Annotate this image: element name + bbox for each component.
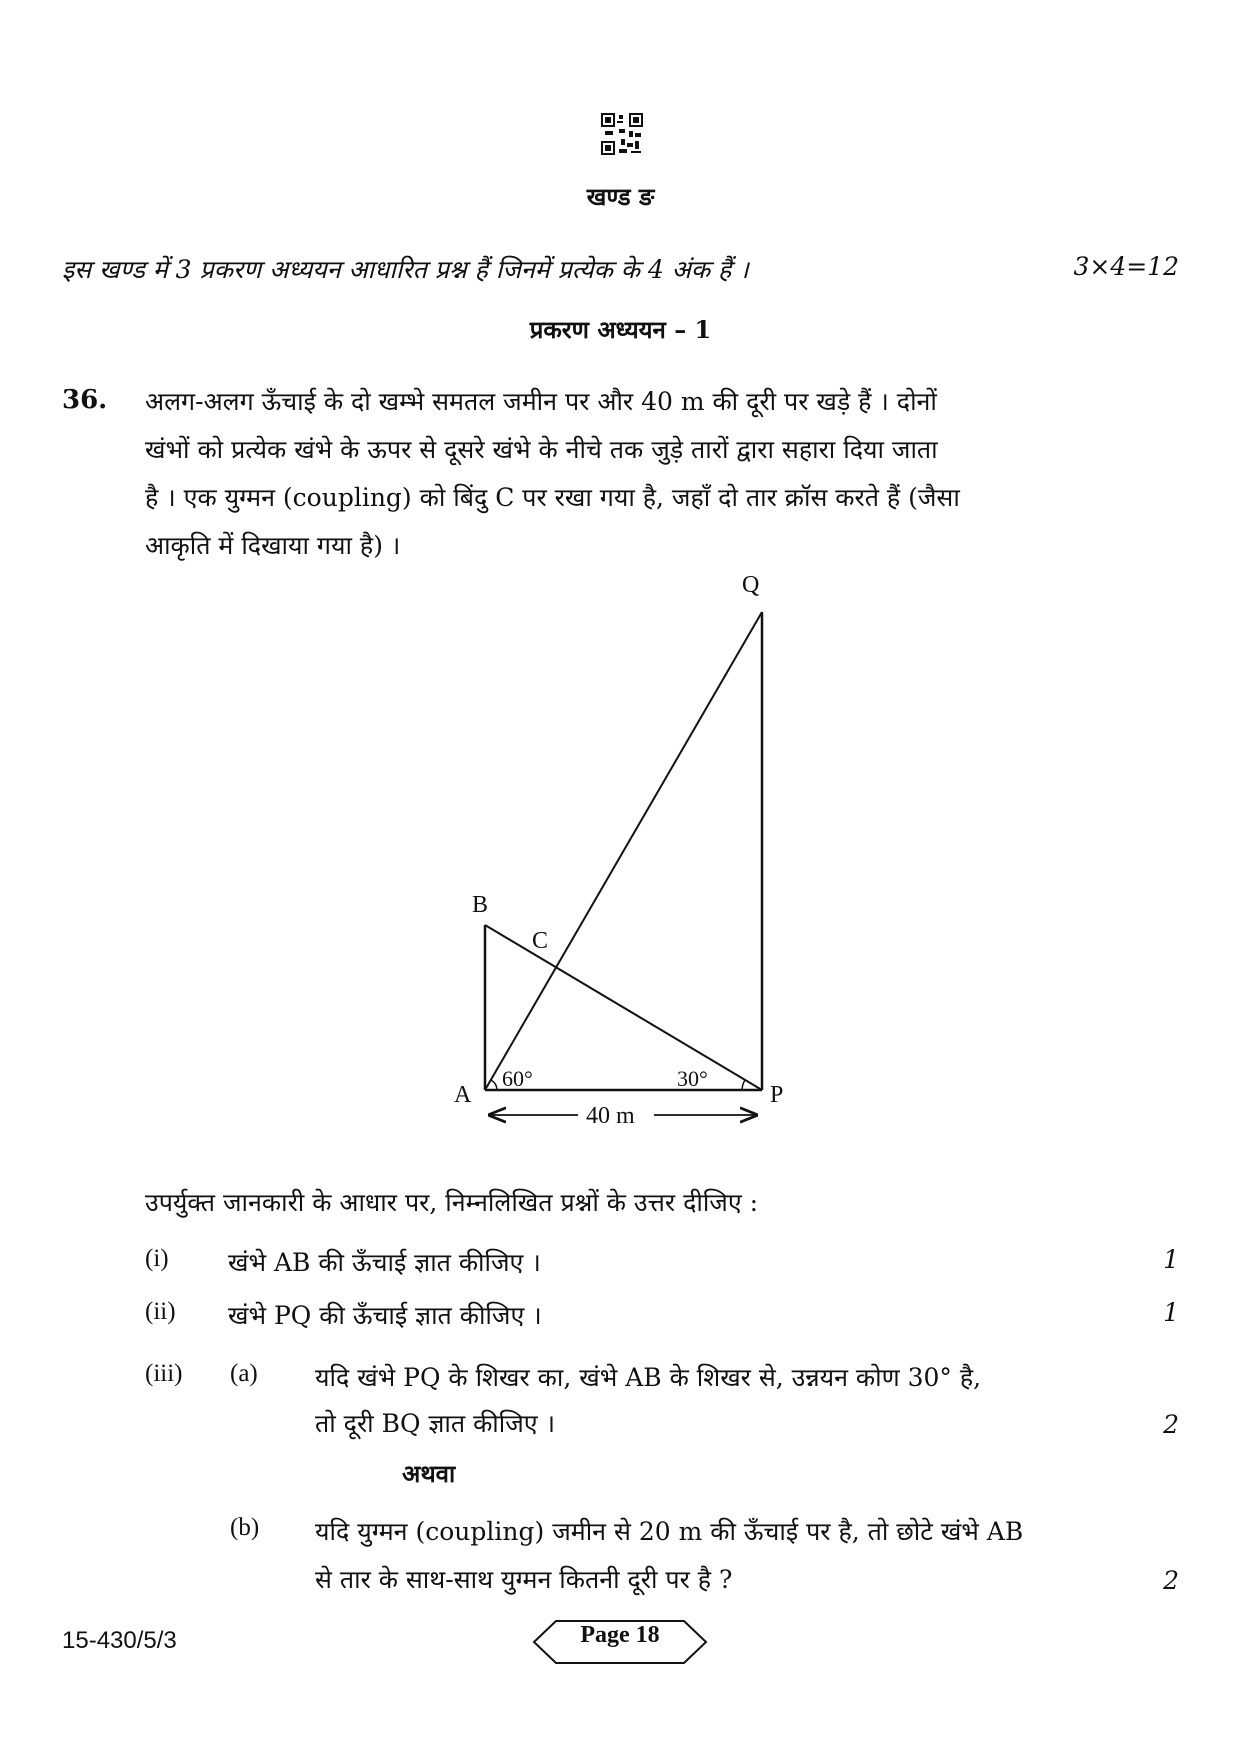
angle-arc-p: [742, 1080, 745, 1090]
subq-iii-a-line2: तो दूरी BQ ज्ञात कीजिए ।: [315, 1409, 556, 1438]
label-p: P: [770, 1082, 784, 1108]
question-line: खंभों को प्रत्येक खंभे के ऊपर से दूसरे खंभे के नीचे तक जुड़े तारों द्वारा सहारा दिया जाता: [145, 435, 938, 464]
subq-iii-a-marks: 2: [1163, 1410, 1179, 1439]
question-line: आकृति में दिखाया गया है) ।: [145, 531, 401, 560]
page-number: Page 18: [580, 1622, 660, 1648]
subq-iii-number: (iii): [145, 1360, 183, 1387]
subq-i-text: खंभे AB की ऊँचाई ज्ञात कीजिए ।: [228, 1248, 541, 1277]
questions-prompt: उपर्युक्त जानकारी के आधार पर, निम्नलिखित प्रश्नों के उत्तर दीजिए :: [145, 1188, 759, 1217]
label-b: B: [472, 892, 489, 918]
subq-iii-a-line1: यदि खंभे PQ के शिखर का, खंभे AB के शिखर से, उन्नयन कोण 30° है,: [315, 1363, 982, 1392]
subq-ii-marks: 1: [1163, 1298, 1179, 1327]
subq-ii-number: (ii): [145, 1298, 176, 1325]
or-separator: अथवा: [402, 1459, 456, 1488]
section-title: खण्ड ङ: [586, 182, 655, 211]
question-text: [145, 378, 1115, 570]
subq-i-marks: 1: [1163, 1245, 1179, 1274]
case-study-title: प्रकरण अध्ययन – 1: [529, 315, 712, 344]
label-a: A: [454, 1082, 472, 1108]
subq-iii-b-line1: यदि युग्मन (coupling) जमीन से 20 m की ऊँचाई पर है, तो छोटे खंभे AB: [315, 1517, 1024, 1546]
subq-i-number: (i): [145, 1245, 169, 1272]
wire-aq: [485, 612, 762, 1090]
section-marks: 3×4=12: [1073, 252, 1179, 281]
subq-iii-a-label: (a): [230, 1360, 258, 1387]
paper-code: 15-430/5/3: [62, 1627, 177, 1654]
angle-arc-a: [491, 1080, 497, 1090]
section-instruction: इस खण्ड में 3 प्रकरण अध्ययन आधारित प्रश्न हैं जिनमें प्रत्येक के 4 अंक हैं ।: [62, 255, 749, 284]
question-number: 36.: [62, 385, 108, 415]
qr-code-icon: [601, 113, 643, 155]
question-line: अलग-अलग ऊँचाई के दो खम्भे समतल जमीन पर और 40 m की दूरी पर खड़े हैं । दोनों: [145, 387, 937, 416]
distance-label: 40 m: [586, 1103, 635, 1129]
label-q: Q: [742, 572, 760, 598]
angle-a-label: 60°: [502, 1066, 533, 1091]
angle-p-label: 30°: [677, 1066, 708, 1091]
subq-iii-b-label: (b): [230, 1514, 260, 1541]
poles-figure: [440, 570, 800, 1130]
subq-ii-text: खंभे PQ की ऊँचाई ज्ञात कीजिए ।: [228, 1301, 542, 1330]
subq-iii-b-marks: 2: [1163, 1566, 1179, 1595]
label-c: C: [532, 928, 549, 954]
subq-iii-b-line2: से तार के साथ-साथ युग्मन कितनी दूरी पर है ?: [315, 1565, 733, 1594]
question-line: है । एक युग्मन (coupling) को बिंदु C पर रखा गया है, जहाँ दो तार क्रॉस करते हैं (जैसा: [145, 483, 960, 512]
